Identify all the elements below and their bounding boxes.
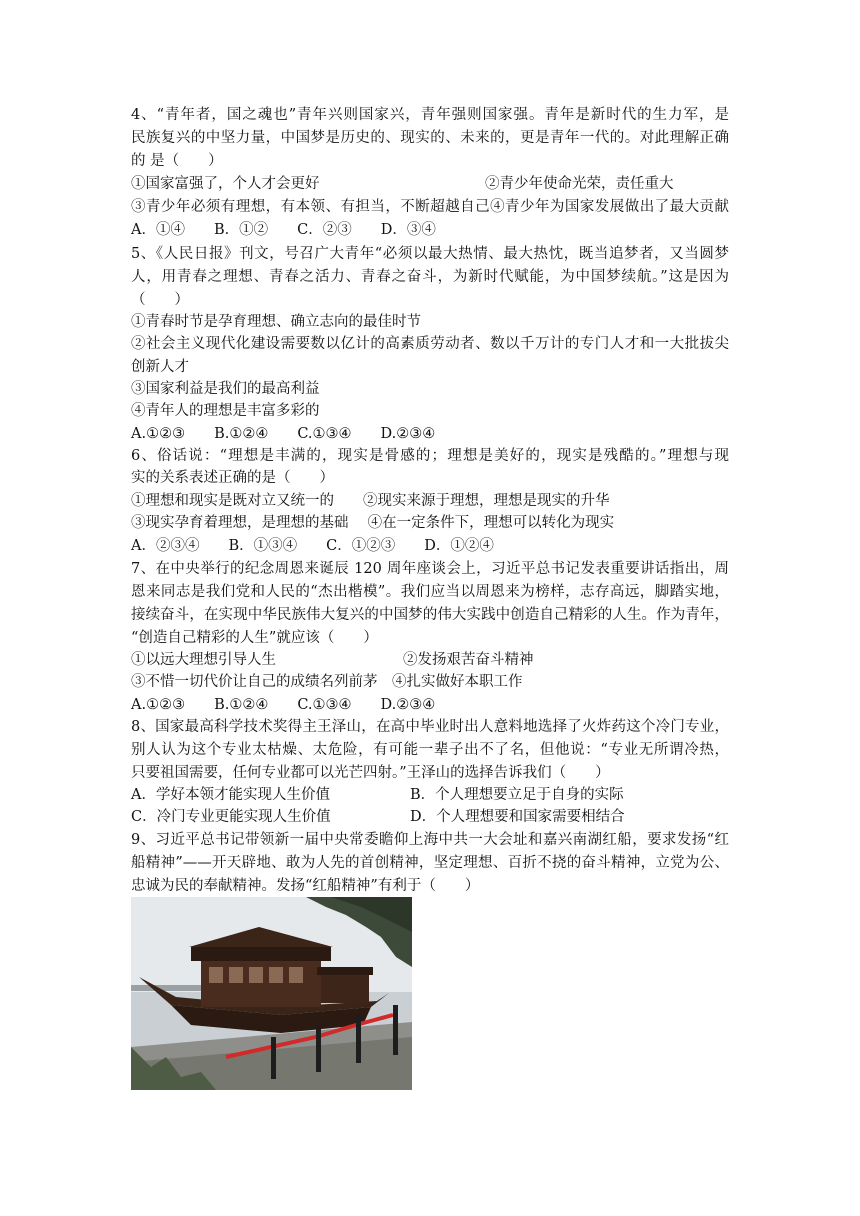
q7-stem-line-3: 接续奋斗，在实现中华民族伟大复兴的中国梦的伟大实践中创造自己精彩的人生。作为青年， [131, 607, 729, 623]
q5-stem-line-2: 人，用青春之理想、青春之活力、青春之奋斗，为新时代赋能，为中国梦续航。”这是因为 [131, 269, 729, 285]
q7-option-2: ②发扬艰苦奋斗精神 [403, 652, 534, 668]
q4-option-3-4: ③青少年必须有理想，有本领、有担当，不断超越自己④青少年为国家发展做出了最大贡献 [131, 199, 729, 215]
q6-option-3-4: ③现实孕育着理想，是理想的基础 ④在一定条件下，理想可以转化为现实 [131, 515, 615, 531]
q8-stem-line-1: 8、国家最高科学技术奖得主王泽山，在高中毕业时出人意料地选择了火炸药这个冷门专业， [131, 719, 729, 735]
q4-option-1: ①国家富强了，个人才会更好 [131, 176, 320, 192]
q5-stem-line-3: （ ） [131, 292, 189, 308]
q7-stem-line-4: “创造自己精彩的人生”就应该（ ） [131, 630, 378, 646]
q5-option-1: ①青春时节是孕育理想、确立志向的最佳时节 [131, 314, 421, 330]
q5-option-2b: 创新人才 [131, 359, 189, 375]
q4-stem-line-2: 民族复兴的中坚力量，中国梦是历史的、现实的、未来的，更是青年一代的。对此理解正确 [131, 130, 729, 146]
q8-stem-line-3: 只要祖国需要，任何专业都可以光芒四射。”王泽山的选择告诉我们（ ） [131, 765, 610, 781]
q8-option-d: D．个人理想要和国家需要相结合 [410, 809, 625, 825]
q9-stem-line-2: 船精神”——开天辟地、敢为人先的首创精神，坚定理想、百折不挠的奋斗精神，立党为公、 [131, 855, 729, 871]
q7-option-1: ①以远大理想引导人生 [131, 652, 276, 668]
q4-option-2: ②青少年使命光荣，责任重大 [485, 176, 674, 192]
q5-option-2a: ②社会主义现代化建设需要数以亿计的高素质劳动者、数以千万计的专门人才和一大批拔尖 [131, 336, 729, 352]
q4-choices: A．①④ B．①② C．②③ D．③④ [131, 222, 436, 238]
q6-stem-line-2: 实的关系表述正确的是（ ） [131, 470, 334, 486]
q8-option-b: B．个人理想要立足于自身的实际 [410, 787, 624, 803]
q4-stem-line-3: 的 是（ ） [131, 153, 223, 169]
q9-stem-line-1: 9、习近平总书记带领新一届中央常委瞻仰上海中共一大会址和嘉兴南湖红船，要求发扬“红 [131, 832, 729, 848]
q7-choices: A.①②③ B.①②④ C.①③④ D.②③④ [131, 697, 436, 713]
q6-stem-line-1: 6、俗话说：“理想是丰满的，现实是骨感的；理想是美好的，现实是残酷的。”理想与现 [131, 448, 729, 464]
q8-option-a: A．学好本领才能实现人生价值 [131, 787, 330, 803]
q8-stem-line-2: 别人认为这个专业太枯燥、太危险，有可能一辈子出不了名，但他说：“专业无所谓冷热， [131, 742, 729, 758]
q7-stem-line-2: 恩来同志是我们党和人民的“杰出楷模”。我们应当以周恩来为榜样，志存高远，脚踏实地， [131, 584, 729, 600]
q5-stem-line-1: 5、《人民日报》刊文，号召广大青年“必须以最大热情、最大热忱，既当追梦者，又当圆梦 [131, 246, 729, 262]
q5-option-3: ③国家利益是我们的最高利益 [131, 381, 320, 397]
q7-stem-line-1: 7、在中央举行的纪念周恩来诞辰 120 周年座谈会上，习近平总书记发表重要讲话指出，周 [131, 561, 729, 577]
q7-option-3-4: ③不惜一切代价让自己的成绩名列前茅 ④扎实做好本职工作 [131, 674, 523, 690]
q8-option-c: C．冷门专业更能实现人生价值 [131, 809, 331, 825]
q6-choices: A．②③④ B．①③④ C．①②③ D．①②④ [131, 538, 494, 554]
red-boat-photo [131, 897, 412, 1090]
q5-choices: A.①②③ B.①②④ C.①③④ D.②③④ [131, 426, 436, 442]
q9-stem-line-3: 忠诚为民的奉献精神。发扬“红船精神”有利于（ ） [131, 878, 480, 894]
q4-stem-line-1: 4、“青年者，国之魂也”青年兴则国家兴，青年强则国家强。青年是新时代的生力军，是 [131, 107, 729, 123]
q6-option-1-2: ①理想和现实是既对立又统一的 ②现实来源于理想，理想是现实的升华 [131, 493, 610, 509]
q5-option-4: ④青年人的理想是丰富多彩的 [131, 403, 320, 419]
